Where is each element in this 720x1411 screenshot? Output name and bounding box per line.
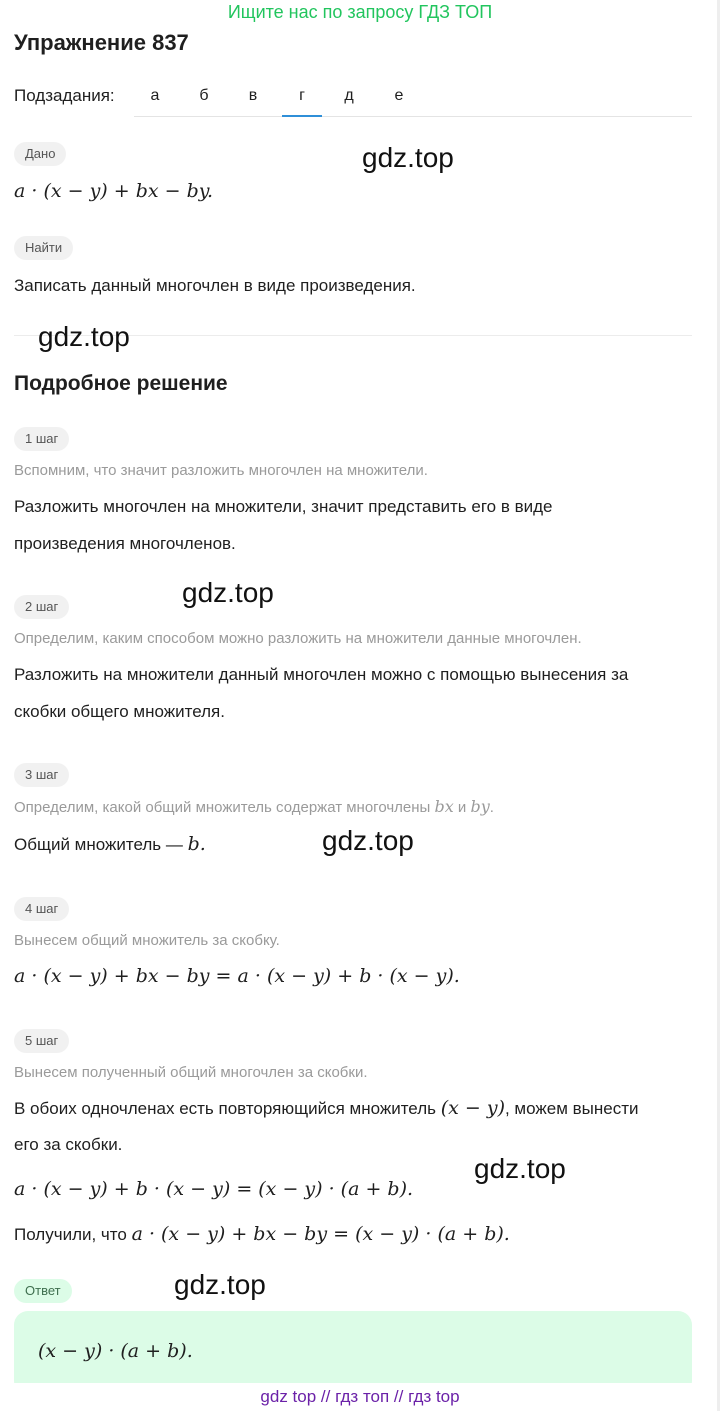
watermark: gdz.top bbox=[474, 1153, 566, 1184]
tab-e[interactable]: е bbox=[394, 87, 404, 104]
tab-b[interactable]: б bbox=[199, 87, 209, 104]
given-expression: a · (x − y) + bx − by. bbox=[14, 180, 214, 202]
tab-d[interactable]: д bbox=[344, 87, 354, 104]
step-5-text-line1: В обоих одночленах есть повторяющийся множитель (x − y), можем вынести bbox=[14, 1097, 639, 1119]
step-4-hint: Вынесем общий множитель за скобку. bbox=[14, 932, 280, 949]
step-1-badge: 1 шаг bbox=[14, 427, 69, 451]
watermark: gdz.top bbox=[174, 1269, 266, 1300]
step-4-expression: a · (x − y) + bx − by = a · (x − y) + b · (x − y). bbox=[14, 965, 460, 987]
subtasks-label: Подзадания: bbox=[14, 86, 115, 105]
step-2-text-line2: скобки общего множителя. bbox=[14, 702, 225, 721]
footer-links[interactable]: gdz top // гдз топ // гдз top bbox=[0, 1383, 720, 1411]
step-3-hint: Определим, какой общий множитель содержат многочлены bx и by. bbox=[14, 797, 494, 816]
step-1-text-line1: Разложить многочлен на множители, значит представить его в виде bbox=[14, 497, 553, 516]
watermark: gdz.top bbox=[182, 577, 274, 608]
step-2-hint: Определим, каким способом можно разложить на множители данные многочлен. bbox=[14, 630, 582, 647]
subtask-tabs bbox=[134, 78, 692, 117]
tab-v[interactable]: в bbox=[248, 87, 258, 104]
answer-badge: Ответ bbox=[14, 1279, 72, 1303]
step-1-hint: Вспомним, что значит разложить многочлен на множители. bbox=[14, 462, 428, 479]
step-1-text-line2: произведения многочленов. bbox=[14, 534, 236, 553]
step-5-result: Получили, что a · (x − y) + bx − by = (x − y) · (a + b). bbox=[14, 1223, 510, 1245]
step-3-text: Общий множитель — b. bbox=[14, 833, 206, 855]
given-badge: Дано bbox=[14, 142, 66, 166]
step-5-badge: 5 шаг bbox=[14, 1029, 69, 1053]
step-3-badge: 3 шаг bbox=[14, 763, 69, 787]
step-2-text-line1: Разложить на множители данный многочлен можно с помощью вынесения за bbox=[14, 665, 629, 684]
step-5-hint: Вынесем полученный общий многочлен за скобки. bbox=[14, 1064, 368, 1081]
tab-a[interactable]: а bbox=[150, 87, 160, 104]
watermark: gdz.top bbox=[362, 142, 454, 173]
step-5-text-line2: его за скобки. bbox=[14, 1135, 123, 1154]
watermark: gdz.top bbox=[322, 825, 414, 856]
watermark: gdz.top bbox=[38, 321, 130, 352]
solution-title: Подробное решение bbox=[14, 372, 228, 395]
find-badge: Найти bbox=[14, 236, 73, 260]
step-2-badge: 2 шаг bbox=[14, 595, 69, 619]
tab-g[interactable]: г bbox=[282, 78, 322, 117]
step-4-badge: 4 шаг bbox=[14, 897, 69, 921]
answer-expression: (x − y) · (a + b). bbox=[38, 1340, 193, 1362]
step-5-expression: a · (x − y) + b · (x − y) = (x − y) · (a + b). bbox=[14, 1178, 414, 1200]
promo-banner[interactable]: Ищите нас по запросу ГДЗ ТОП bbox=[227, 2, 493, 22]
find-text: Записать данный многочлен в виде произведения. bbox=[14, 276, 416, 295]
page-title: Упражнение 837 bbox=[14, 30, 189, 55]
